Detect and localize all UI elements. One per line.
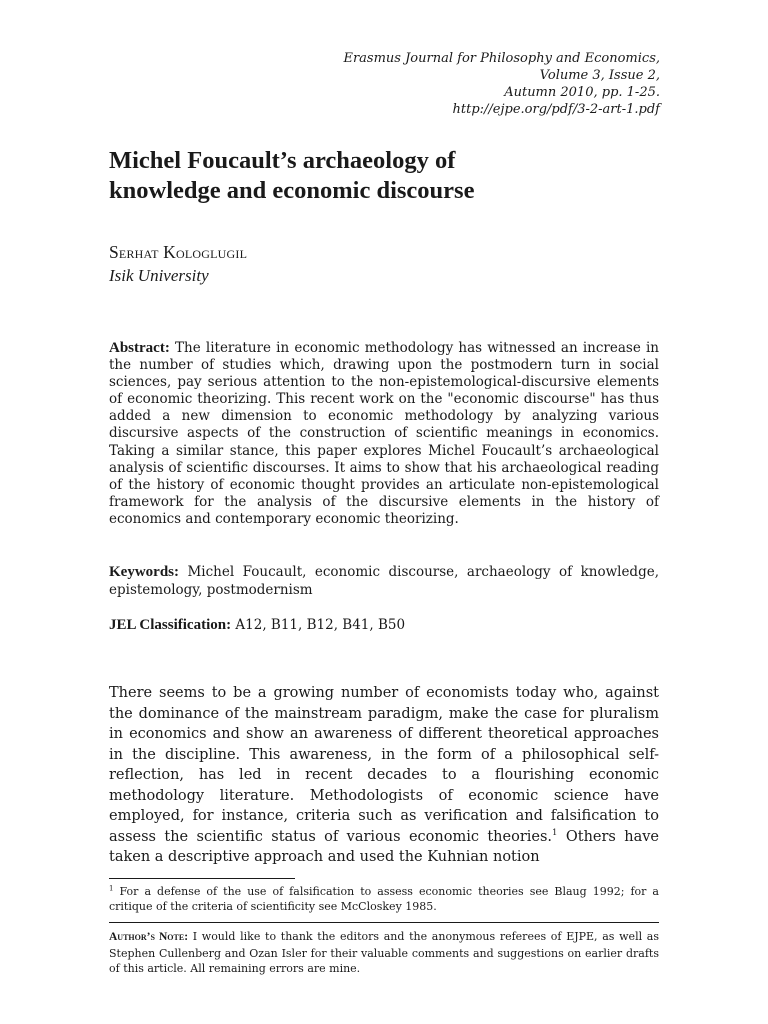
article-url: http://ejpe.org/pdf/3-2-art-1.pdf <box>452 102 660 117</box>
journal-date-pages: Autumn 2010, pp. 1-25. <box>504 85 660 100</box>
footnote-marker: 1 <box>109 884 114 893</box>
jel-codes: A12, B11, B12, B41, B50 <box>235 617 406 633</box>
keywords-label: Keywords: <box>109 564 179 580</box>
footnote-1 <box>109 884 659 914</box>
author-note-divider <box>109 922 659 923</box>
paper-title-line-1: Michel Foucault’s archaeology of <box>109 147 456 174</box>
journal-volume: Volume 3, Issue 2, <box>539 68 660 83</box>
footnote-divider <box>109 878 295 879</box>
body-paragraph <box>109 683 659 868</box>
jel-label: JEL Classification: <box>109 617 232 633</box>
body-text-continued: Others have taken a descriptive approach and used the Kuhnian notion <box>109 828 660 865</box>
author-note <box>109 929 659 977</box>
abstract-text: The literature in economic methodology has witnessed an increase in the number of studies which, drawing upon the postmodern turn in social sciences, pay serious attention to the non-epistemological-discursive elements of economic theorizing. This recent work on the "economic discourse" has thus added a new dimension to economic methodology by analyzing various discursive aspects of the construction of scientific meanings in economics. Taking a similar stance, this paper explores Michel Foucault’s archaeological analysis of scientific discourses. It aims to show that his archaeological reading of the history of economic thought provides an articulate non-epistemological framework for the analysis of the discursive elements in the history of economics and contemporary economic theorizing. <box>109 340 660 527</box>
body-text-start: There seems to be a growing number of economists today who, against the dominance of the mainstream paradigm, make the case for pluralism in economics and show an awareness of different theoretical approaches in the discipline. This awareness, in the form of a philosophical self-reflection, has led in recent decades to a flourishing economic methodology literature. Methodologists of economic science have employed, for instance, criteria such as verification and falsification to assess the scientific status of various economic theories. <box>109 685 659 845</box>
journal-citation <box>280 50 660 118</box>
author-note-label: Author’s Note: <box>109 931 189 943</box>
paper-title-line-2: knowledge and economic discourse <box>109 177 475 204</box>
author-affiliation: Isik University <box>109 266 209 285</box>
footnote-text: For a defense of the use of falsification to assess economic theories see Blaug 1992; for a critique of the criteria of scientificity see McCloskey 1985. <box>109 885 659 913</box>
journal-name: Erasmus Journal for Philosophy and Economics, <box>343 51 660 66</box>
keywords-text: Michel Foucault, economic discourse, archaeology of knowledge, epistemology, postmodernism <box>109 564 660 598</box>
author-name: Serhat Kologlugil <box>109 242 248 262</box>
abstract <box>109 340 659 528</box>
abstract-label: Abstract: <box>109 340 170 356</box>
paper-title <box>109 146 669 206</box>
footnote-reference[interactable]: 1 <box>552 827 558 838</box>
keywords <box>109 564 659 599</box>
jel-classification <box>109 616 659 634</box>
author-note-text: I would like to thank the editors and the anonymous referees of EJPE, as well as Stephen Cullenberg and Ozan Isler for their valuable comments and suggestions on earlier drafts of this article. All remaining errors are mine. <box>109 930 660 975</box>
